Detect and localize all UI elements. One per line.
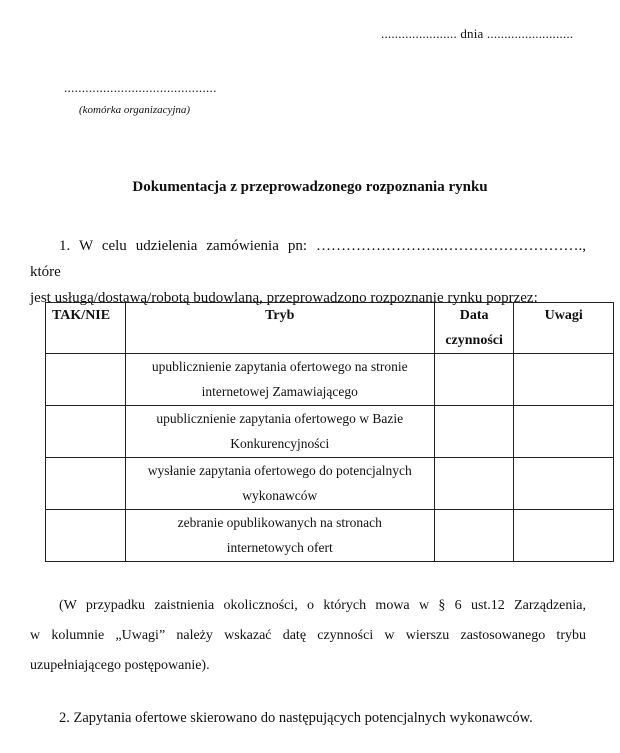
tak-nie-cell [46, 510, 126, 562]
tryb-line-2: internetowych ofert [226, 540, 333, 555]
data-cell [434, 458, 514, 510]
uwagi-cell [514, 458, 614, 510]
tryb-line-1: zebranie opublikowanych na stronach [177, 515, 382, 530]
tryb-line-2: Konkurencyjności [230, 436, 330, 451]
note-paragraph [30, 591, 586, 681]
header-data-czynnosci [434, 303, 514, 354]
data-cell [434, 510, 514, 562]
table-row [46, 406, 614, 458]
tryb-line-1: wysłanie zapytania ofertowego do potencjalnych [147, 463, 412, 478]
table-row [46, 354, 614, 406]
tak-nie-cell [46, 354, 126, 406]
document-title: Dokumentacja z przeprowadzonego rozpoznania rynku [132, 179, 488, 195]
header-uwagi: Uwagi [514, 303, 614, 354]
market-research-table [45, 302, 614, 562]
tryb-cell [125, 510, 434, 562]
tryb-line-2: wykonawców [242, 488, 318, 503]
tryb-line-1: upublicznienie zapytania ofertowego na stronie [151, 359, 408, 374]
tryb-cell [125, 458, 434, 510]
tryb-cell [125, 354, 434, 406]
section-1-line-1: 1. W celu udzielenia zamówienia pn: ……………………..………………………., które [30, 238, 586, 280]
organizational-unit-label: (komórka organizacyjna) [79, 104, 191, 116]
organizational-unit-dots: ........................................... [64, 80, 217, 95]
table-header-row [46, 303, 614, 354]
tak-nie-cell [46, 406, 126, 458]
tryb-line-1: upublicznienie zapytania ofertowego w Bazie [156, 411, 404, 426]
data-cell [434, 406, 514, 458]
note-line-1: (W przypadku zaistnienia okoliczności, o których mowa w § 6 ust.12 Zarządzenia, [59, 598, 586, 613]
section-2-paragraph: 2. Zapytania ofertowe skierowano do następujących potencjalnych wykonawców. [59, 710, 533, 726]
table-row [46, 510, 614, 562]
tryb-line-2: internetowej Zamawiającego [201, 384, 358, 399]
header-data-line-2: czynności [445, 333, 503, 348]
note-line-2: w kolumnie „Uwagi” należy wskazać datę czynności w wierszu zastosowanego trybu [30, 628, 586, 643]
uwagi-cell [514, 510, 614, 562]
tryb-cell [125, 406, 434, 458]
note-line-3: uzupełniającego postępowanie). [30, 658, 210, 673]
section-1-line-2: jest usługą/dostawą/robotą budowlaną, przeprowadzono rozpoznanie rynku poprzez: [30, 290, 538, 306]
uwagi-cell [514, 354, 614, 406]
uwagi-cell [514, 406, 614, 458]
tak-nie-cell [46, 458, 126, 510]
data-cell [434, 354, 514, 406]
header-data-line-1: Data [459, 308, 489, 323]
table-row [46, 458, 614, 510]
header-tryb: Tryb [125, 303, 434, 354]
date-placeholder-line: ...................... dnia ......................... [381, 26, 574, 41]
header-tak-nie: TAK/NIE [46, 303, 126, 354]
section-1-paragraph [30, 233, 586, 311]
